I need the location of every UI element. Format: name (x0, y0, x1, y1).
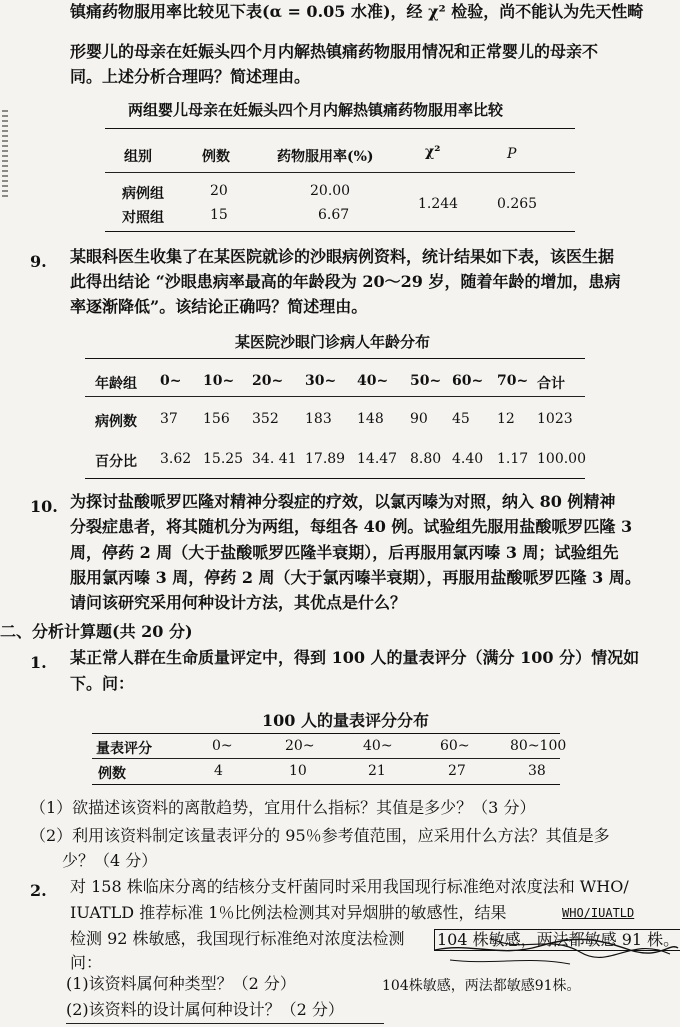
q8-row1-count: 20 (210, 183, 228, 199)
q9-pct-cell: 14.47 (357, 451, 398, 467)
q9-header-cell: 10~ (203, 373, 235, 389)
c1-count-cell: 4 (214, 763, 223, 779)
c1-table-header-rule (92, 758, 560, 759)
q8-row2-rate: 6.67 (318, 207, 350, 223)
c1-header-cell: 40~ (363, 738, 393, 754)
c2-line-3a: 检测 92 株敏感，我国现行标准绝对浓度法检测 (70, 929, 405, 948)
q9-pct-cell: 8.80 (410, 451, 442, 467)
q9-pct-cell: 百分比 (95, 454, 137, 470)
binding-margin-mark (2, 110, 8, 200)
c1-line-1: 某正常人群在生命质量评定中，得到 100 人的量表评分（满分 100 分）情况如 (70, 648, 640, 667)
c2-line-1: 对 158 株临床分离的结核分支杆菌同时采用我国现行标准绝对浓度法和 WHO/ (70, 877, 629, 896)
q9-count-cell: 183 (305, 411, 332, 427)
q9-line-1: 某眼科医生收集了在某医院就诊的沙眼病例资料，统计结果如下表，该医生据 (70, 247, 615, 266)
q10-line-2: 分裂症患者，将其随机分为两组，每组各 40 例。试验组先服用盐酸哌罗匹隆 3 (70, 517, 633, 536)
q9-table-header-rule (85, 396, 585, 397)
q9-table-top-rule (85, 358, 585, 359)
q9-number: 9. (30, 252, 47, 271)
q8-p-value: 0.265 (497, 196, 538, 212)
c2-sub-1: (1)该资料属何种类型？（2 分） (66, 974, 296, 993)
q8-row2-count: 15 (210, 207, 228, 223)
q8-header-rate: 药物服用率(%) (277, 149, 374, 165)
c1-count-cell: 21 (368, 763, 386, 779)
q10-line-3: 周，停药 2 周（大于盐酸哌罗匹隆半衰期），后再服用氯丙嗪 3 周；试验组先 (70, 543, 619, 562)
c1-count-cell: 10 (289, 763, 307, 779)
q8-table-header-rule (105, 172, 575, 173)
c2-line-3b: 104 株敏感，两法都敏感 91 株。 (434, 929, 680, 951)
q9-line-2: 此得出结论 “沙眼患病率最高的年龄段为 20～29 岁，随着年龄的增加，患病 (70, 272, 621, 291)
c1-header-cell: 20~ (285, 738, 315, 754)
q9-line-3: 率逐渐降低”。该结论正确吗？简述理由。 (70, 297, 368, 316)
q8-header-group: 组别 (124, 149, 152, 165)
c1-table-top-rule (92, 733, 560, 734)
c2-line-2a: IUATLD 推荐标准 1％比例法检测其对异烟肼的敏感性，结果 (70, 903, 507, 922)
q8-line-1: 镇痛药物服用率比较见下表(α = 0.05 水准)，经 χ² 检验，尚不能认为先天性畸 (70, 2, 644, 21)
q9-pct-cell: 100.00 (537, 451, 586, 467)
c1-sub-1: （1）欲描述该资料的离散趋势，宜用什么指标？其值是多少？（3 分） (30, 798, 536, 817)
q9-table-bottom-rule (85, 478, 585, 479)
q8-line-3: 同。上述分析合理吗？简述理由。 (70, 67, 311, 86)
q8-header-count: 例数 (202, 149, 230, 165)
q8-line-2: 形婴儿的母亲在妊娠头四个月内解热镇痛药物服用情况和正常婴儿的母亲不 (70, 42, 599, 61)
c1-count-cell: 38 (528, 763, 546, 779)
q9-pct-cell: 4.40 (452, 451, 484, 467)
c2-number: 2. (30, 881, 47, 900)
q8-row2-group: 对照组 (122, 210, 164, 226)
c1-header-cell: 60~ (440, 738, 470, 754)
q9-header-cell: 30~ (305, 373, 337, 389)
c1-line-2: 下。问： (70, 674, 135, 693)
q9-header-cell: 60~ (452, 373, 484, 389)
q9-count-cell: 352 (252, 411, 279, 427)
q9-count-cell: 37 (160, 411, 178, 427)
q9-header-cell: 50~ (410, 373, 442, 389)
q9-count-cell: 45 (452, 411, 470, 427)
q9-header-cell: 0~ (160, 373, 182, 389)
q8-table-top-rule (105, 128, 575, 129)
q10-line-4: 服用氯丙嗪 3 周，停药 2 周（大于氯丙嗪半衰期），再服用盐酸哌罗匹隆 3 周。 (70, 568, 641, 587)
c1-table-bottom-rule (92, 784, 560, 785)
q9-header-cell: 40~ (357, 373, 389, 389)
q8-table-bottom-rule (105, 231, 575, 232)
c2-underline (66, 1023, 384, 1024)
c1-header-cell: 量表评分 (96, 741, 152, 757)
q8-row1-rate: 20.00 (310, 183, 351, 199)
q9-count-cell: 90 (410, 411, 428, 427)
q9-header-cell: 合计 (537, 376, 565, 392)
q9-pct-cell: 3.62 (160, 451, 192, 467)
c1-sub-2b: 少？（4 分） (62, 851, 158, 870)
q9-count-cell: 病例数 (95, 414, 137, 430)
q9-count-cell: 1023 (537, 411, 573, 427)
q9-count-cell: 12 (497, 411, 515, 427)
q10-line-1: 为探讨盐酸哌罗匹隆对精神分裂症的疗效，以氯丙嗪为对照，纳入 80 例精神 (70, 492, 616, 511)
q9-header-cell: 20~ (252, 373, 284, 389)
handwritten-scribble (430, 920, 680, 970)
q9-count-cell: 156 (203, 411, 230, 427)
q9-pct-cell: 1.17 (497, 451, 529, 467)
c1-table-title: 100 人的量表评分分布 (262, 711, 429, 730)
c2-handwritten-note: 104株敏感，两法都敏感91株。 (382, 978, 581, 994)
c2-line-2b: WHO/IUATLD (562, 906, 635, 920)
q9-count-cell: 148 (357, 411, 384, 427)
q9-pct-cell: 34. 41 (252, 451, 297, 467)
c1-count-cell: 例数 (98, 766, 126, 782)
q10-number: 10. (30, 497, 58, 516)
section-2-title: 二、分析计算题(共 20 分) (0, 622, 193, 641)
c1-number: 1. (30, 653, 47, 672)
c1-count-cell: 27 (448, 763, 466, 779)
q9-pct-cell: 17.89 (305, 451, 346, 467)
c2-sub-2: (2)该资料的设计属何种设计？（2 分） (66, 1000, 344, 1019)
q8-header-chi2: χ² (425, 144, 441, 160)
c1-sub-2a: （2）利用该资料制定该量表评分的 95％参考值范围，应采用什么方法？其值是多 (30, 826, 610, 845)
q8-table-title: 两组婴儿母亲在妊娠头四个月内解热镇痛药物服用率比较 (128, 101, 504, 119)
q8-row1-group: 病例组 (122, 186, 164, 202)
c1-header-cell: 0~ (212, 738, 233, 754)
q8-chi2-value: 1.244 (418, 196, 459, 212)
q9-header-cell: 年龄组 (95, 376, 137, 392)
q9-table-title: 某医院沙眼门诊病人年龄分布 (235, 333, 431, 351)
q9-pct-cell: 15.25 (203, 451, 244, 467)
q9-header-cell: 70~ (497, 373, 529, 389)
q10-line-5: 请问该研究采用何种设计方法，其优点是什么？ (70, 593, 407, 612)
c1-header-cell: 80~100 (510, 738, 567, 754)
q8-header-p: P (507, 146, 517, 162)
c2-line-4: 问： (70, 953, 103, 972)
